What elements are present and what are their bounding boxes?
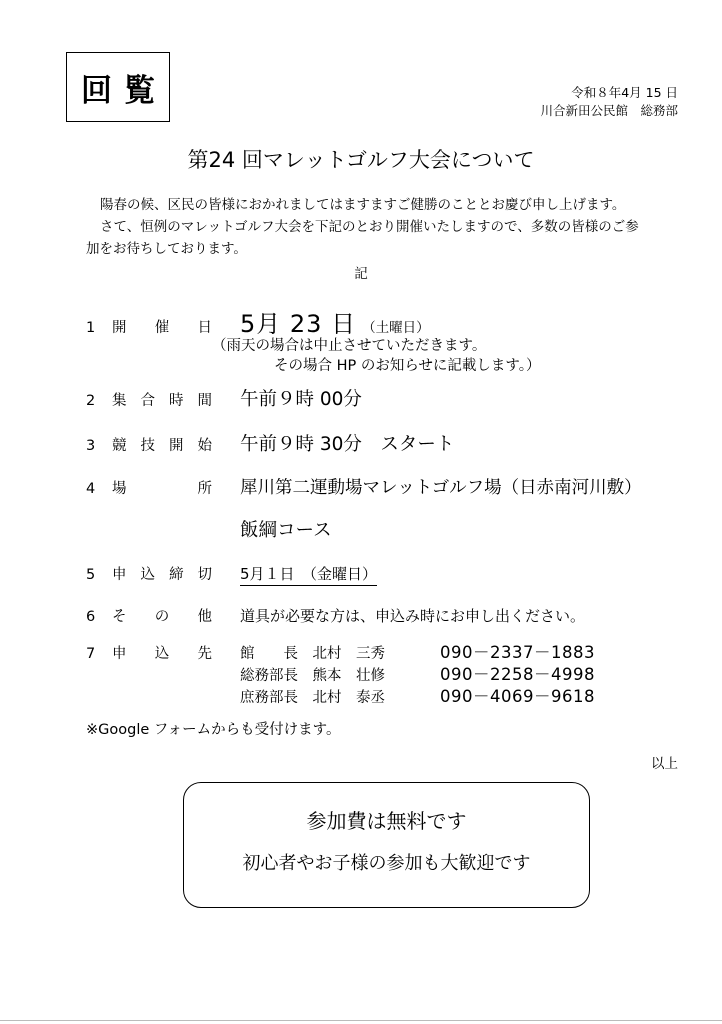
item-number: 1 [86, 320, 96, 336]
item-start-time [86, 430, 682, 456]
contact-tel: 090－4069－9618 [440, 687, 595, 706]
other-note: 道具が必要な方は、申込み時にお申し出ください。 [240, 607, 586, 625]
page-bottom-divider [0, 1020, 722, 1021]
page-title: 第24 回マレットゴルフ大会について [187, 148, 535, 172]
contact-row [240, 683, 595, 707]
item-label: そ の 他 [112, 609, 212, 625]
intro-line-3: 加をお待ちしております。 [86, 241, 247, 257]
contact-tel: 090－2258－4998 [440, 665, 595, 684]
course-name: 飯綱コース [240, 520, 332, 541]
event-weekday: （土曜日） [362, 320, 430, 336]
item-number: 5 [86, 567, 96, 583]
item-label: 集 合 時 間 [112, 393, 212, 409]
free-fee-callout [183, 782, 590, 908]
item-place [86, 474, 682, 499]
event-date: 5月 23 日 [240, 310, 357, 338]
item-gather-time [86, 385, 682, 411]
intro-line-2: さて、恒例のマレットゴルフ大会を下記のとおり開催いたしますので、多数の皆様のご参 [100, 219, 639, 235]
kairan-stamp: 回覧 [66, 52, 170, 122]
item-apply [86, 639, 682, 663]
item-number: 4 [86, 481, 96, 497]
contact-tel: 090－2337－1883 [440, 643, 595, 662]
item-number: 7 [86, 646, 96, 662]
deadline-date: 5月１日 （金曜日） [240, 563, 377, 586]
item-label: 開 催 日 [112, 320, 212, 336]
callout-line-1: 参加費は無料です [306, 809, 467, 833]
intro-line-1: 陽春の候、区民の皆様におかれましてはますますご健勝のこととお慶び申し上げます。 [100, 197, 626, 213]
item-label: 申 込 先 [112, 646, 212, 662]
ki-heading: 記 [354, 266, 368, 282]
contact-name: 館 長 北村 三秀 [240, 646, 385, 662]
gather-time: 午前９時 00分 [240, 389, 362, 410]
issuer: 川合新田公民館 総務部 [540, 103, 678, 118]
item-number: 6 [86, 609, 96, 625]
ijo: 以上 [651, 756, 678, 772]
contact-row [240, 661, 595, 685]
callout-line-2: 初心者やお子様の参加も大歓迎です [242, 853, 531, 874]
rain-note-2: その場合 HP のお知らせに記載します。） [274, 358, 541, 374]
rain-note-1: （雨天の場合は中止させていただきます。 [212, 338, 487, 354]
item-other [86, 605, 682, 626]
item-number: 3 [86, 438, 96, 454]
start-time: 午前９時 30分 スタート [240, 434, 455, 455]
item-deadline [86, 563, 682, 586]
venue: 犀川第二運動場マレットゴルフ場（日赤南河川敷） [240, 478, 642, 498]
item-label: 競 技 開 始 [112, 438, 212, 454]
item-label: 申 込 締 切 [112, 567, 212, 583]
contact-name: 総務部長 熊本 壮修 [240, 668, 385, 684]
google-form-note: ※Google フォームからも受付けます。 [86, 722, 341, 738]
issue-date: 令和８年4月 15 日 [571, 85, 678, 100]
item-number: 2 [86, 393, 96, 409]
contact-name: 庶務部長 北村 泰丞 [240, 690, 385, 706]
item-label: 場 所 [112, 481, 212, 497]
